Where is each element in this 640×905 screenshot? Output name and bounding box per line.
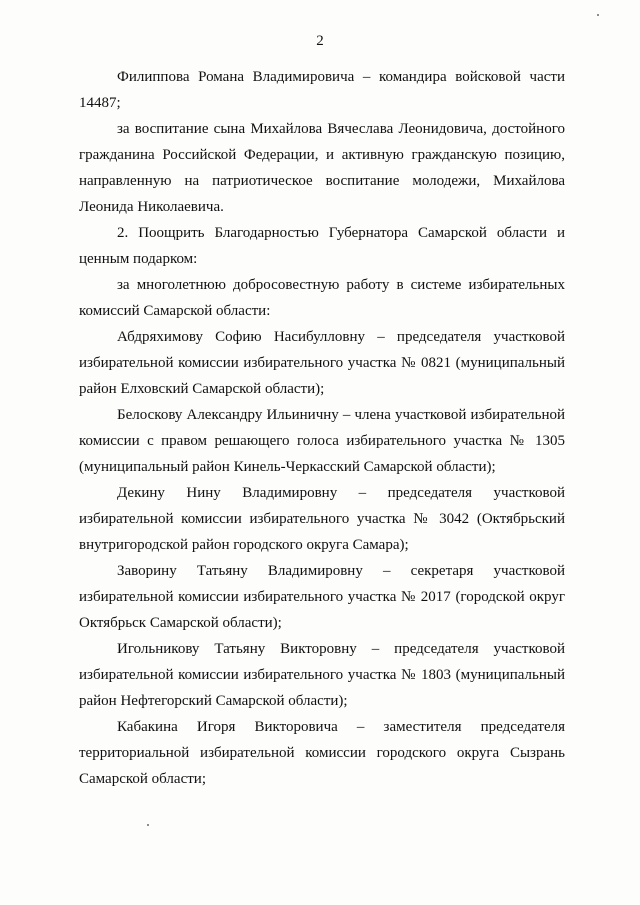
- paragraph-reason: за многолетнюю добросовестную работу в системе избирательных комиссий Самарской области:: [79, 277, 565, 319]
- paragraph-dekina: Декину Нину Владимировну – председателя участковой избирательной комиссии избирательного участка № 3042 (Октябрьский внутригородской район городского округа Самара);: [79, 485, 565, 553]
- paragraph-clause-2: 2. Поощрить Благодарностью Губернатора Самарской области и ценным подарком:: [79, 225, 565, 267]
- scan-speck: [147, 824, 149, 826]
- paragraph-filippov: Филиппова Романа Владимировича – командира войсковой части 14487;: [79, 69, 565, 111]
- paragraph-beloskova: Белоскову Александру Ильиничну – члена участковой избирательной комиссии с правом решающего голоса избирательного участка № 1305 (муниципальный район Кинель-Черкасский Самарской области);: [79, 407, 565, 475]
- paragraph-igolnikova: Игольникову Татьяну Викторовну – председателя участковой избирательной комиссии избирательного участка № 1803 (муниципальный район Нефтегорский Самарской области);: [79, 641, 565, 709]
- paragraph-abdryakhimova: Абдряхимову Софию Насибулловну – председателя участковой избирательной комиссии избирательного участка № 0821 (муниципальный район Елховский Самарской области);: [79, 329, 565, 397]
- paragraph-kabakin: Кабакина Игоря Викторовича – заместителя председателя территориальной избирательной комиссии городского округа Сызрань Самарской области;: [79, 719, 565, 787]
- paragraph-zavorina: Заворину Татьяну Владимировну – секретаря участковой избирательной комиссии избирательного участка № 2017 (городской округ Октябрьск Самарской области);: [79, 563, 565, 631]
- page-number: 2: [316, 33, 324, 49]
- scan-speck: [597, 14, 599, 16]
- document-body: [79, 64, 565, 792]
- paragraph-mikhailov: за воспитание сына Михайлова Вячеслава Леонидовича, достойного гражданина Российской Федерации, и активную гражданскую позицию, направленную на патриотическое воспитание молодежи, Михайлова Леонида Николаевича.: [79, 121, 565, 215]
